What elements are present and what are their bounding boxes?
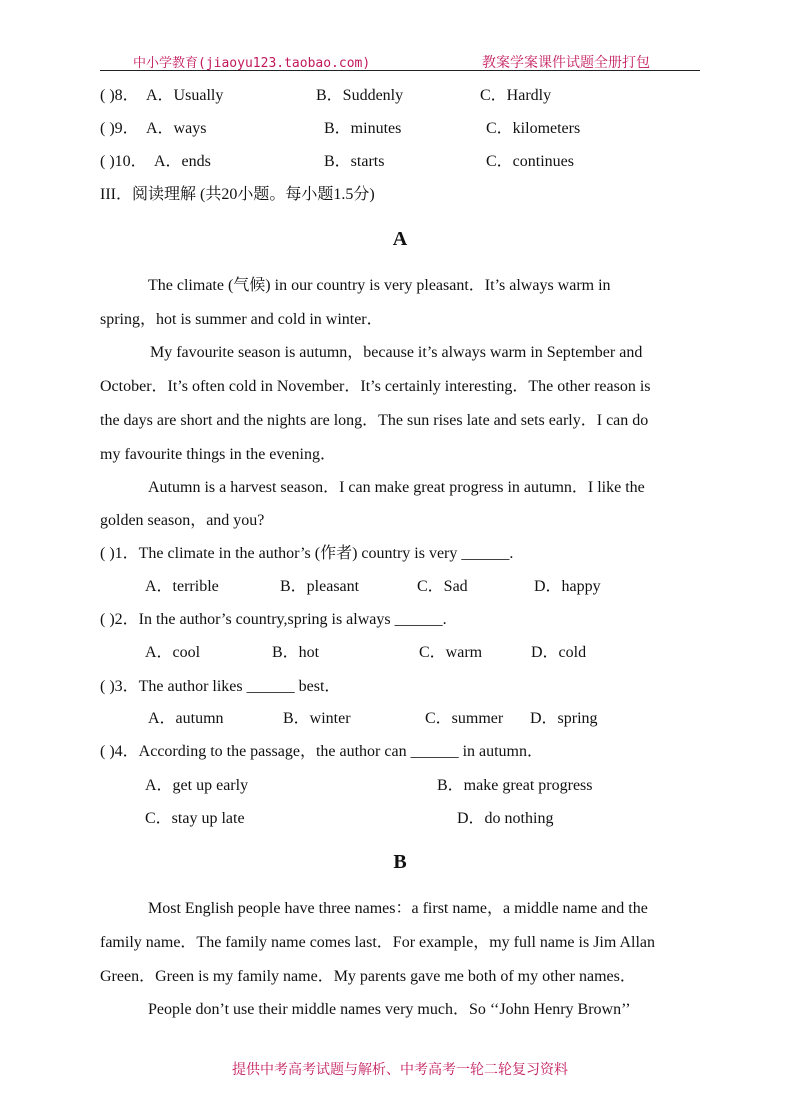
option-a: A．Usually [146, 87, 224, 104]
question-stem: ( )4．According to the passage，the author can ______ in autumn． [100, 743, 544, 760]
question-stem: ( )3．The author likes ______ best． [100, 678, 341, 695]
option-d: D．cold [531, 644, 587, 661]
option-a: A．ends [154, 153, 211, 170]
passage-line: Most English people have three names：a first name，a middle name and the [148, 900, 648, 917]
passage-a-label: A [392, 228, 408, 250]
question-number: ( )8． [100, 87, 139, 104]
option-b: B．starts [324, 153, 385, 170]
option-c: C．warm [419, 644, 483, 661]
question-stem: ( )1．The climate in the author’s (作者) country is very ______. [100, 545, 514, 562]
option-c: C．stay up late [145, 810, 245, 827]
option-a: A．get up early [145, 777, 249, 794]
option-b: B．minutes [324, 120, 402, 137]
passage-line: spring，hot is summer and cold in winter． [100, 311, 383, 328]
option-d: D．spring [530, 710, 598, 727]
passage-line: Autumn is a harvest season．I can make great progress in autumn．I like the [148, 479, 645, 496]
passage-line: Green．Green is my family name．My parents gave me both of my other names． [100, 968, 636, 985]
option-c: C．summer [425, 710, 504, 727]
option-b: B．hot [272, 644, 320, 661]
option-d: D．happy [534, 578, 601, 595]
option-a: A．autumn [148, 710, 224, 727]
passage-line: My favourite season is autumn，because it’s always warm in September and [150, 344, 643, 361]
passage-line: The climate (气候) in our country is very pleasant．It’s always warm in [148, 277, 611, 294]
passage-line: October．It’s often cold in November．It’s certainly interesting．The other reason is [100, 378, 651, 395]
option-b: B．pleasant [280, 578, 360, 595]
option-b: B．make great progress [437, 777, 593, 794]
option-a: A．cool [145, 644, 201, 661]
option-b: B．winter [283, 710, 351, 727]
passage-line: People don’t use their middle names very much．So ‘‘John Henry Brown’’ [148, 1001, 631, 1018]
question-number: ( )10． [100, 153, 147, 170]
option-d: D．do nothing [457, 810, 554, 827]
passage-line: family name．The family name comes last．For example，my full name is Jim Allan [100, 934, 655, 951]
option-c: C．kilometers [486, 120, 581, 137]
footer-text: 提供中考高考试题与解析、中考高考一轮二轮复习资料 [232, 1062, 568, 1078]
passage-line: my favourite things in the evening． [100, 446, 336, 463]
section-title: III．阅读理解 (共20小题。每小题1.5分) [100, 186, 375, 203]
option-c: C．Hardly [480, 87, 552, 104]
passage-line: the days are short and the nights are long．The sun rises late and sets early．I can do [100, 412, 649, 429]
question-stem: ( )2．In the author’s country,spring is always ______. [100, 611, 447, 628]
option-a: A．ways [146, 120, 207, 137]
option-c: C．continues [486, 153, 574, 170]
option-c: C．Sad [417, 578, 468, 595]
header-rule [100, 70, 700, 71]
passage-line: golden season，and you? [100, 512, 265, 529]
passage-b-label: B [393, 851, 407, 873]
option-b: B．Suddenly [316, 87, 404, 104]
option-a: A．terrible [145, 578, 219, 595]
header-right-text: 教案学案课件试题全册打包 [482, 55, 650, 71]
question-number: ( )9． [100, 120, 139, 137]
header-left-text: 中小学教育(jiaoyu123.taobao.com) [133, 56, 371, 71]
